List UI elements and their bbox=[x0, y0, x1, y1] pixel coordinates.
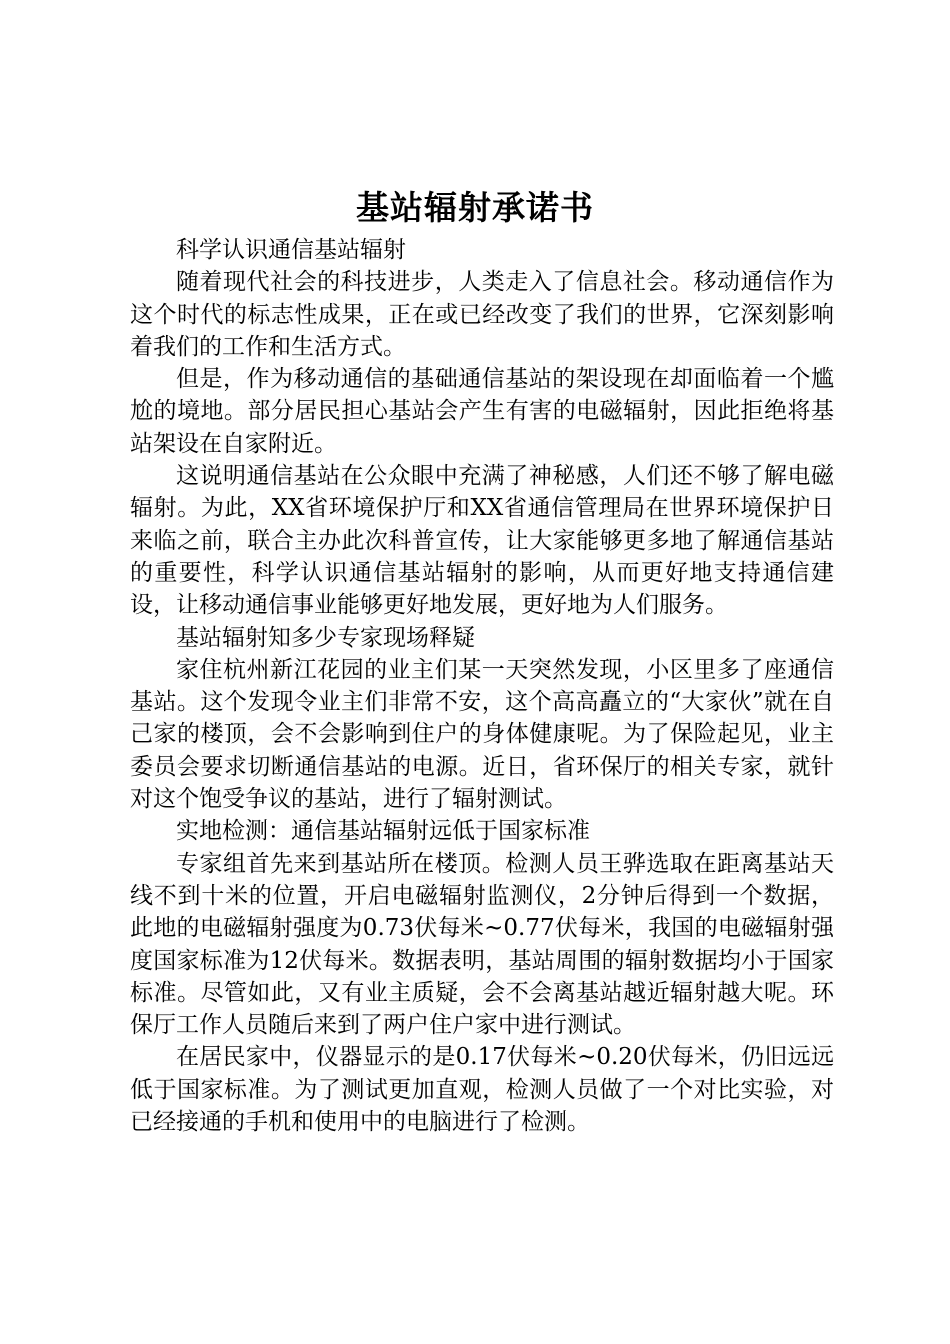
paragraph: 家住杭州新江花园的业主们某一天突然发现，小区里多了座通信基站。这个发现令业主们非常不安，这个高高矗立的“大家伙”就在自己家的楼顶，会不会影响到住户的身体健康呢。为了保险起见，业主委员会要求切断通信基站的电源。近日，省环保厅的相关专家，就针对这个饱受争议的基站，进行了辐射测试。 bbox=[130, 656, 834, 813]
document-title: 基站辐射承诺书 bbox=[356, 188, 594, 227]
section-heading: 基站辐射知多少专家现场释疑 bbox=[176, 624, 475, 651]
document-body bbox=[130, 234, 834, 1138]
paragraph: 但是，作为移动通信的基础通信基站的架设现在却面临着一个尴尬的境地。部分居民担心基站会产生有害的电磁辐射，因此拒绝将基站架设在自家附近。 bbox=[130, 366, 834, 457]
section-heading: 科学认识通信基站辐射 bbox=[176, 237, 406, 263]
section-heading: 实地检测：通信基站辐射远低于国家标准 bbox=[176, 818, 590, 845]
paragraph: 专家组首先来到基站所在楼顶。检测人员王骅选取在距离基站天线不到十米的位置，开启电磁辐射监测仪，2分钟后得到一个数据，此地的电磁辐射强度为0.73伏每米~0.77伏每米，我国的电磁辐射强度国家标准为12伏每米。数据表明，基站周围的辐射数据均小于国家标准。尽管如此，又有业主质疑，会不会离基站越近辐射越大呢。环保厅工作人员随后来到了两户住户家中进行测试。 bbox=[130, 850, 834, 1039]
paragraph: 在居民家中，仪器显示的是0.17伏每米~0.20伏每米，仍旧远远低于国家标准。为了测试更加直观，检测人员做了一个对比实验，对已经接通的手机和使用中的电脑进行了检测。 bbox=[130, 1044, 834, 1136]
paragraph: 随着现代社会的科技进步，人类走入了信息社会。移动通信作为这个时代的标志性成果，正在或已经改变了我们的世界，它深刻影响着我们的工作和生活方式。 bbox=[130, 269, 834, 360]
paragraph: 这说明通信基站在公众眼中充满了神秘感，人们还不够了解电磁辐射。为此，XX省环境保护厅和XX省通信管理局在世界环境保护日来临之前，联合主办此次科普宣传，让大家能够更多地了解通信基站的重要性，科学认识通信基站辐射的影响，从而更好地支持通信建设，让移动通信事业能够更好地发展，更好地为人们服务。 bbox=[130, 463, 834, 619]
